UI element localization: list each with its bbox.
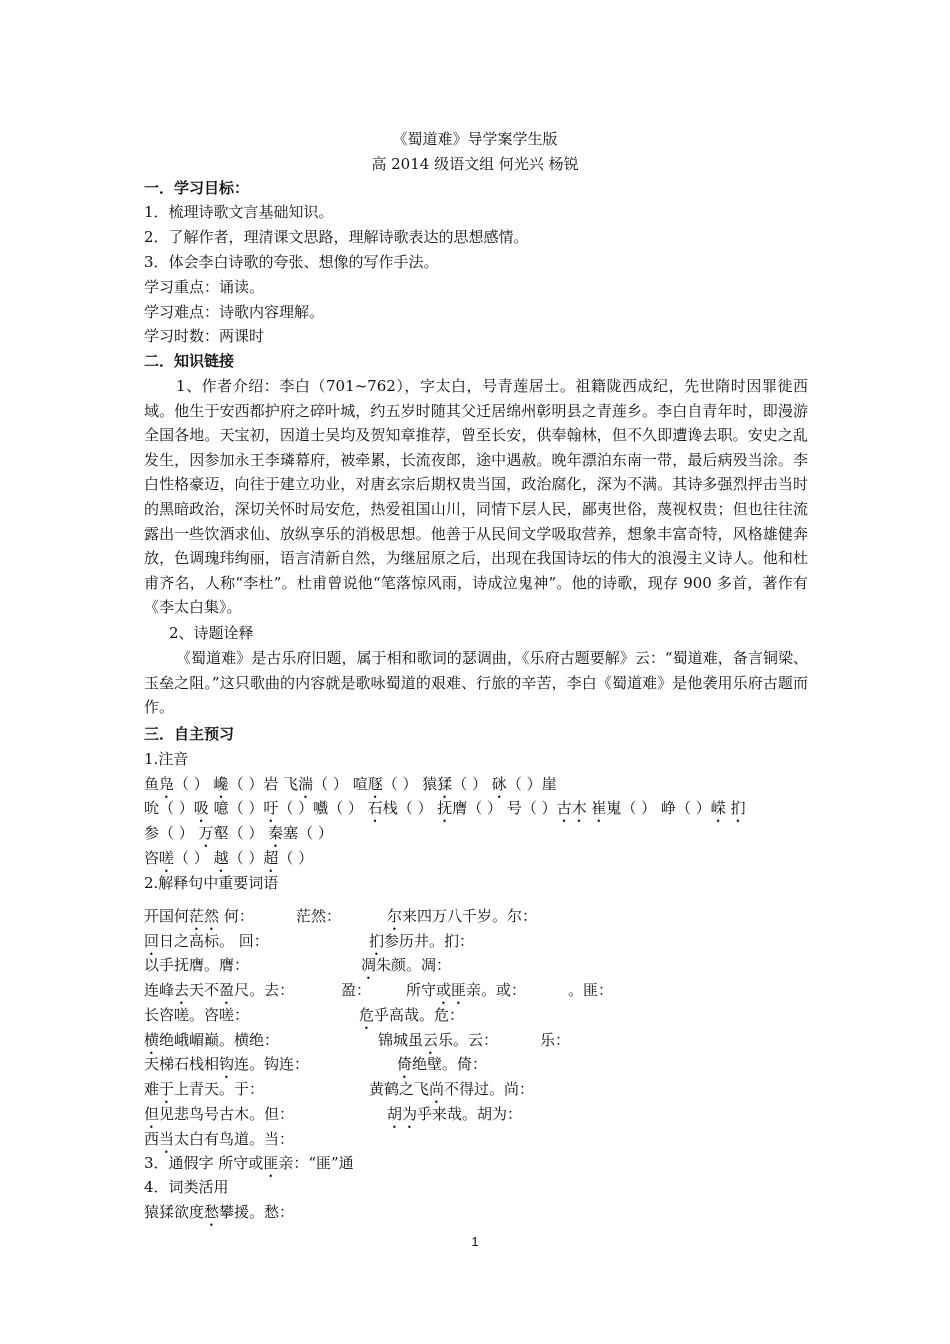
word-exercise-item — [397, 1054, 487, 1082]
word-exercise-item — [341, 980, 371, 1000]
text-segment: 嚱 — [313, 799, 329, 817]
word-exercise-item — [296, 906, 341, 926]
annotated-character: （ ） — [621, 799, 661, 817]
text-segment: 连峰 — [144, 981, 175, 999]
annotated-character: （ ） 秦 — [228, 824, 284, 842]
text-segment: 绝峨嵋巅。横绝： — [159, 1031, 280, 1049]
phonetic-heading: 1.注音 — [144, 750, 189, 768]
goal-item: 3．体会李白诗歌的夸张、想像的写作手法。 — [144, 253, 439, 271]
annotated-character: 但 — [144, 1105, 160, 1123]
annotated-character: 倚 — [397, 1055, 413, 1073]
text-segment: 朱颜。凋： — [376, 956, 452, 974]
annotated-character: 凋 — [361, 956, 377, 974]
text-segment: 咨 — [144, 849, 160, 867]
text-segment: 尺。去： — [234, 981, 295, 999]
text-segment: 茫然： — [296, 907, 342, 925]
word-exercise-item — [369, 1079, 534, 1107]
annotated-character: 盈 — [219, 981, 235, 999]
text-segment: 盈： — [341, 981, 372, 999]
goal-item: 2．了解作者，理清课文思路，理解诗歌表达的思想感情。 — [144, 228, 529, 246]
annotated-character: 云 — [423, 1031, 439, 1049]
annotated-character: （ ）吸 — [159, 799, 214, 817]
text-segment: 来四万八千岁。尔： — [402, 907, 538, 925]
text-segment: 参历井。扪： — [384, 932, 475, 950]
text-segment: 嵬 — [606, 799, 622, 817]
text-segment: 绝壁。倚： — [412, 1055, 488, 1073]
word-exercise-item — [144, 1005, 249, 1025]
page-number: 1 — [471, 1234, 479, 1249]
text-segment: 乐： — [540, 1031, 571, 1049]
text-segment: （ ） — [228, 849, 264, 867]
annotated-character: 横 — [144, 1031, 160, 1049]
text-segment: （ ） — [278, 849, 314, 867]
text-segment: 塞 — [283, 824, 299, 842]
annotated-character: 然 — [204, 907, 220, 925]
annotated-character: 凫 — [159, 775, 175, 793]
title-explanation: 《蜀道难》是古乐府旧题，属于相和歌词的瑟调曲，《乐府古题要解》云：“蜀道难，备言铜梁、玉垒之阻。”这只歌曲的内容就是歌咏蜀道的艰难、行旅的辛苦，李白《蜀道难》是他袭用乐府古题而作。 — [144, 649, 808, 717]
annotated-character: 当 — [159, 1130, 175, 1148]
text-segment: （ ）岩 飞 — [228, 775, 299, 793]
cilei-item — [144, 1202, 294, 1230]
title-explanation-heading: 2、诗题诠释 — [169, 624, 254, 642]
annotated-character: 巉 — [213, 775, 229, 793]
text-segment: 上青天。于： — [174, 1080, 265, 1098]
text-segment: 西 — [144, 1130, 160, 1148]
text-segment: 以手抚膺。膺： — [144, 956, 250, 974]
word-exercise-item — [387, 906, 537, 934]
text-segment: 不得过。尚： — [444, 1080, 535, 1098]
text-segment: 号 — [506, 799, 522, 817]
section-heading-preview: 三．自主预习 — [144, 725, 235, 743]
annotated-character: 豗 — [367, 775, 383, 793]
text-segment: 峥 — [660, 799, 676, 817]
text-segment: （ ） — [452, 775, 492, 793]
text-segment: （ ）崖 — [506, 775, 557, 793]
text-segment: 吮 — [144, 799, 160, 817]
text-segment: 所守 — [406, 981, 437, 999]
annotated-character: （ ）嵘 扪 — [675, 799, 746, 817]
annotated-character: 扪 — [369, 932, 385, 950]
text-segment: 日之高标。 回： — [159, 932, 269, 950]
text-segment: 攀援。愁： — [219, 1203, 295, 1221]
word-exercise-item — [144, 955, 249, 975]
word-exercise-item — [387, 1104, 522, 1132]
annotated-character: 危 — [359, 1006, 375, 1024]
annotated-character: 越 — [213, 849, 229, 867]
annotated-character: 或 — [436, 981, 452, 999]
annotated-character: （ ） — [298, 824, 333, 842]
text-segment: 长咨嗟。咨嗟： — [144, 1006, 250, 1024]
text-segment: 3．通假字 所守或 — [144, 1154, 264, 1172]
word-exercise-item — [144, 1054, 309, 1082]
word-exercise-item — [540, 1030, 570, 1050]
annotated-character: 愁 — [204, 1203, 220, 1221]
annotated-character: 嗟 — [159, 849, 175, 867]
text-segment: 太白有鸟道。当： — [174, 1130, 295, 1148]
text-segment: 猿猱欲度 — [144, 1203, 205, 1221]
annotated-character: 回 — [144, 932, 160, 950]
cilei-heading: 4．词类活用 — [144, 1178, 229, 1196]
goal-item: 1．梳理诗歌文言基础知识。 — [144, 203, 334, 221]
word-exercise-item — [568, 980, 613, 1000]
text-segment: 亲。或： — [466, 981, 527, 999]
phonetic-row — [144, 823, 333, 851]
word-exercise-item — [144, 1104, 294, 1132]
document-title: 《蜀道难》导学案学生版 — [392, 130, 558, 148]
section-heading-goals: 一．学习目标： — [144, 179, 250, 197]
text-segment: 膺 — [452, 799, 468, 817]
text-segment: 噫 — [213, 799, 229, 817]
words-heading: 2.解释句中重要词语 — [144, 874, 279, 892]
annotated-character: 尔 — [387, 907, 403, 925]
word-exercise-item — [144, 980, 294, 1008]
annotated-character: 匪 — [451, 981, 467, 999]
text-segment: 参 — [144, 824, 160, 842]
annotated-character: （ ） 抚 — [397, 799, 453, 817]
text-segment: 何： — [219, 907, 254, 925]
key-point: 学习重点：诵读。 — [144, 278, 265, 296]
word-exercise-item — [144, 906, 254, 934]
annotated-character: （ ）古木 崔 — [521, 799, 607, 817]
text-segment: 乎高哉。危： — [374, 1006, 465, 1024]
annotated-character: 猱 — [437, 775, 453, 793]
annotated-character: 尚 — [429, 1080, 445, 1098]
text-segment: 乐。云： — [438, 1031, 499, 1049]
annotated-character: 茫 — [189, 907, 205, 925]
word-exercise-item — [144, 1079, 264, 1107]
text-segment: 天梯石栈相 — [144, 1055, 220, 1073]
text-segment: （ ） 猿 — [382, 775, 438, 793]
word-exercise-item — [406, 980, 526, 1008]
annotated-character: 砯 — [491, 775, 507, 793]
text-segment: 鱼 — [144, 775, 160, 793]
text-segment: 乎来哉。胡为： — [417, 1105, 523, 1123]
text-segment: 黄鹤之飞 — [369, 1080, 430, 1098]
text-segment: 。匪： — [568, 981, 614, 999]
annotated-character: 于 — [159, 1080, 175, 1098]
section-heading-knowledge: 二．知识链接 — [144, 352, 235, 370]
annotated-character: （ ） — [467, 799, 507, 817]
text-segment: 开国何 — [144, 907, 190, 925]
text-segment: 锦城虽 — [378, 1031, 424, 1049]
annotated-character: 钩 — [219, 1055, 235, 1073]
annotated-character: 去 — [174, 981, 190, 999]
text-segment: 连。钩连： — [234, 1055, 310, 1073]
document-subtitle: 高 2014 级语文组 何光兴 杨锐 — [371, 155, 579, 173]
text-segment: 壑 — [213, 824, 229, 842]
annotated-character: 超 — [263, 849, 279, 867]
annotated-character: （ ）吁（ ） — [228, 799, 314, 817]
phonetic-row — [144, 848, 313, 876]
annotated-character: 湍 — [298, 775, 314, 793]
text-segment: （ ） 喧 — [313, 775, 368, 793]
text-segment: （ ） — [174, 849, 214, 867]
text-segment: 亲：“匪”通 — [278, 1154, 354, 1172]
text-segment: 难 — [144, 1080, 160, 1098]
text-segment: 天不 — [189, 981, 220, 999]
annotated-character: （ ） 万 — [159, 824, 214, 842]
phonetic-row — [144, 798, 808, 826]
text-segment: 见悲鸟号古木。但： — [159, 1105, 295, 1123]
difficulty-point: 学习难点：诗歌内容理解。 — [144, 303, 325, 321]
annotated-character: （ ） 石 — [328, 799, 383, 817]
text-segment: （ ） — [174, 775, 214, 793]
author-introduction: 1、作者介绍：李白（701~762），字太白，号青莲居士。祖籍陇西成纪，先世隋时因罪徙西域。他生于安西都护府之碎叶城，约五岁时随其父迁居绵州彰明县之青莲乡。李白自青年时，即漫游全国各地。天宝初，因道士吴均及贺知章推荐，曾至长安，供奉翰林，但不久即遭谗去职。安史之乱发生，因参加永王李璘幕府，被牵累，长流夜郎，途中遇赦。晚年漂泊东南一带，最后病殁当涂。李白性格豪迈，向往于建立功业，对唐玄宗后期权贵当国，政治腐化，深为不满。其诗多强烈抨击当时的黑暗政治，深切关怀时局安危，热爱祖国山川，同情下层人民，鄙夷世俗，蔑视权贵；但也往往流露出一些饮酒求仙、放纵享乐的消极思想。他善于从民间文学吸取营养，想象丰富奇特，风格雄健奔放，色调瑰玮绚丽，语言清新自然，为继屈原之后，出现在我国诗坛的伟大的浪漫主义诗人。他和杜甫齐名，人称“李杜”。杜甫曾说他“笔落惊风雨，诗成泣鬼神”。他的诗歌，现存 900 多首，著作有《李太白集》。 — [144, 377, 808, 617]
class-hours: 学习时数：两课时 — [144, 327, 265, 345]
word-exercise-item — [361, 955, 451, 983]
text-segment: 栈 — [382, 799, 398, 817]
word-exercise-item — [359, 1005, 464, 1033]
annotated-character: 匪 — [263, 1154, 279, 1172]
annotated-character: 胡为 — [387, 1105, 418, 1123]
